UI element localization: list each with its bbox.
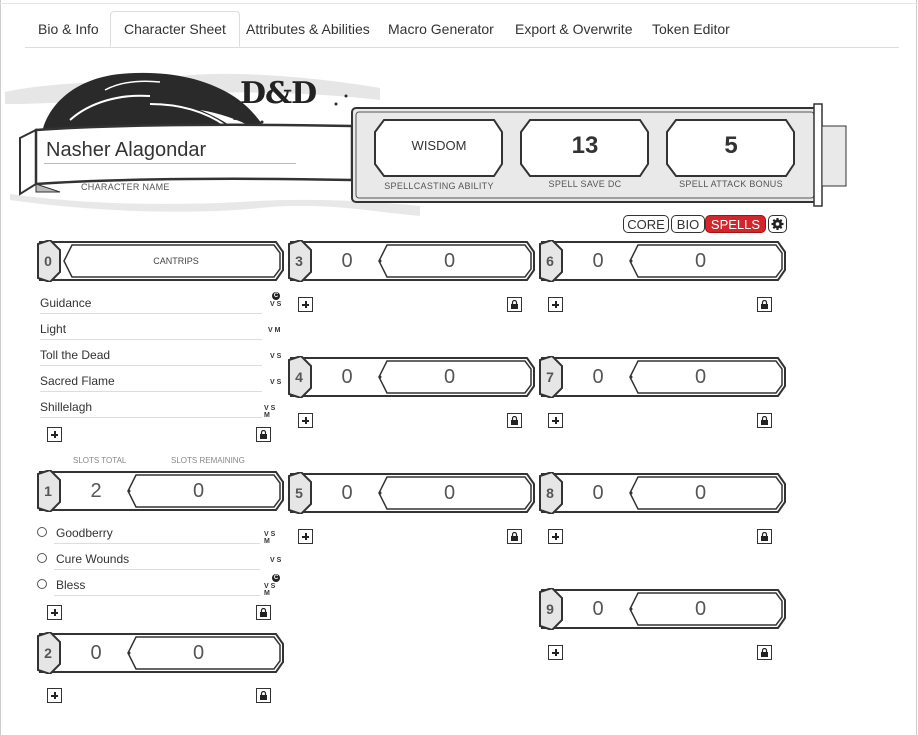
spell-underline xyxy=(40,417,262,418)
lock-icon xyxy=(760,532,769,541)
tab-character-sheet[interactable]: Character Sheet xyxy=(110,11,240,47)
spell-level-7-header xyxy=(538,356,788,398)
spell-name[interactable]: Guidance xyxy=(40,296,92,310)
slots-remaining-input[interactable]: 0 xyxy=(694,366,707,388)
lock-button[interactable] xyxy=(757,413,772,428)
level-number: 7 xyxy=(546,369,554,385)
lock-icon xyxy=(259,608,268,617)
spell-name[interactable]: Sacred Flame xyxy=(40,374,115,388)
add-spell-button[interactable] xyxy=(47,605,62,620)
level-number: 9 xyxy=(546,601,554,617)
tab-export-overwrite[interactable]: Export & Overwrite xyxy=(515,21,633,37)
level-bar-outline xyxy=(128,652,131,655)
spell-name[interactable]: Bless xyxy=(56,578,86,592)
slots-total-input[interactable]: 0 xyxy=(341,250,353,272)
character-name-input[interactable]: Nasher Alagondar xyxy=(46,139,207,161)
gear-icon xyxy=(769,216,786,232)
lock-icon xyxy=(259,691,268,700)
lock-icon xyxy=(760,648,769,657)
spell-underline xyxy=(40,391,262,392)
level-number: 1 xyxy=(44,483,52,499)
lock-button[interactable] xyxy=(757,645,772,660)
spell-name[interactable]: Toll the Dead xyxy=(40,348,111,362)
level-number: 2 xyxy=(44,645,52,661)
prepared-radio[interactable] xyxy=(37,527,47,537)
slots-total-header: SLOTS TOTAL xyxy=(73,456,127,465)
bio-toggle-button[interactable]: BIO xyxy=(671,215,705,233)
tab-attributes-abilities[interactable]: Attributes & Abilities xyxy=(246,21,370,37)
level-number: 0 xyxy=(44,253,52,269)
spell-row[interactable] xyxy=(40,374,282,394)
slots-total-input[interactable]: 0 xyxy=(592,482,604,504)
spell-components: V S xyxy=(270,353,282,360)
level-number: 4 xyxy=(295,369,303,385)
lock-icon xyxy=(510,300,519,309)
core-toggle-button[interactable]: CORE xyxy=(623,215,669,233)
lock-button[interactable] xyxy=(507,413,522,428)
tab-macro-generator[interactable]: Macro Generator xyxy=(388,21,494,37)
level-number: 3 xyxy=(295,253,303,269)
add-spell-button[interactable] xyxy=(47,427,62,442)
level-bar-outline xyxy=(379,376,382,379)
concentration-icon: C xyxy=(273,293,279,299)
dnd-logo: D&D xyxy=(240,76,317,111)
prepared-radio[interactable] xyxy=(37,553,47,563)
slots-remaining-header: SLOTS REMAINING xyxy=(171,456,245,465)
slots-total-input[interactable]: 0 xyxy=(341,366,353,388)
spell-components: V S xyxy=(270,557,282,564)
spell-attack-bonus-label: SPELL ATTACK BONUS xyxy=(679,179,783,189)
spell-save-dc-label: SPELL SAVE DC xyxy=(548,179,622,189)
spell-save-dc-value[interactable]: 13 xyxy=(571,132,599,159)
level-number: 6 xyxy=(546,253,554,269)
spell-underline xyxy=(40,313,262,314)
slots-total-input[interactable]: 0 xyxy=(592,366,604,388)
slots-total-input[interactable]: 0 xyxy=(341,482,353,504)
spell-underline xyxy=(40,365,262,366)
spells-toggle-button[interactable]: SPELLS xyxy=(705,215,766,233)
spell-underline xyxy=(54,569,260,570)
tab-token-editor[interactable]: Token Editor xyxy=(652,21,730,37)
slots-total-input[interactable]: 0 xyxy=(90,642,102,664)
slots-remaining-input[interactable]: 0 xyxy=(694,250,707,272)
spell-level-2-header xyxy=(36,632,286,674)
add-spell-button[interactable] xyxy=(548,413,563,428)
tab-bio-info[interactable]: Bio & Info xyxy=(38,21,99,37)
prepared-radio[interactable] xyxy=(37,579,47,589)
concentration-icon: C xyxy=(273,575,279,581)
lock-icon xyxy=(259,430,268,439)
add-spell-button[interactable] xyxy=(298,297,313,312)
spell-level-3-header xyxy=(287,240,537,282)
cantrips-label: CANTRIPS xyxy=(153,256,199,266)
level-bar-outline xyxy=(379,260,382,263)
add-spell-button[interactable] xyxy=(298,529,313,544)
spell-components: V S xyxy=(270,301,282,308)
slots-remaining-input[interactable]: 0 xyxy=(443,250,456,272)
spell-components: V S M xyxy=(264,405,276,419)
add-spell-button[interactable] xyxy=(548,645,563,660)
tab-bar xyxy=(25,12,899,48)
spell-name[interactable]: Cure Wounds xyxy=(56,552,130,566)
lock-button[interactable] xyxy=(256,605,271,620)
settings-button[interactable] xyxy=(768,215,787,233)
spell-components: V S M xyxy=(264,583,276,597)
spell-row[interactable] xyxy=(40,293,282,316)
level-number: 8 xyxy=(546,485,554,501)
lock-icon xyxy=(760,416,769,425)
lock-icon xyxy=(510,416,519,425)
level-bar-outline xyxy=(630,608,633,611)
slots-remaining-input[interactable]: 0 xyxy=(443,366,456,388)
spell-level-1-header xyxy=(36,470,286,512)
spell-name[interactable]: Light xyxy=(40,322,67,336)
cantrips-header xyxy=(36,240,286,282)
spell-components: V S M xyxy=(264,531,276,545)
spell-underline xyxy=(54,595,260,596)
slots-total-input[interactable]: 2 xyxy=(90,480,102,502)
level-bar-outline xyxy=(630,492,633,495)
spell-row[interactable] xyxy=(36,575,282,598)
level-bar-outline xyxy=(630,376,633,379)
slots-remaining-input[interactable]: 0 xyxy=(192,642,205,664)
lock-button[interactable] xyxy=(256,427,271,442)
slots-total-input[interactable]: 0 xyxy=(592,598,604,620)
spell-level-9-header xyxy=(538,588,788,630)
add-spell-button[interactable] xyxy=(548,529,563,544)
spell-row[interactable] xyxy=(40,400,282,420)
spell-underline xyxy=(40,339,262,340)
lock-button[interactable] xyxy=(507,297,522,312)
lock-icon xyxy=(510,532,519,541)
slots-total-input[interactable]: 0 xyxy=(592,250,604,272)
level-number: 5 xyxy=(295,485,303,501)
spell-row[interactable] xyxy=(40,322,282,342)
lock-icon xyxy=(760,300,769,309)
spell-row[interactable] xyxy=(40,348,282,368)
slots-remaining-input[interactable]: 0 xyxy=(694,598,707,620)
slots-remaining-input[interactable]: 0 xyxy=(192,480,205,502)
add-spell-button[interactable] xyxy=(298,413,313,428)
lock-button[interactable] xyxy=(507,529,522,544)
lock-button[interactable] xyxy=(256,688,271,703)
spell-save-dc-box xyxy=(522,120,648,176)
spellcasting-ability-value[interactable]: WISDOM xyxy=(411,138,467,153)
top-divider xyxy=(0,3,918,4)
slots-remaining-input[interactable]: 0 xyxy=(443,482,456,504)
spell-attack-bonus-box xyxy=(668,120,794,176)
level-bar-outline xyxy=(379,492,382,495)
spell-name[interactable]: Goodberry xyxy=(56,526,113,540)
spell-level-5-header xyxy=(287,472,537,514)
character-name-underline xyxy=(44,163,296,164)
spell-underline xyxy=(54,543,260,544)
lock-button[interactable] xyxy=(757,529,772,544)
level-bar-outline xyxy=(128,490,131,493)
spellcasting-ability-box xyxy=(376,120,502,176)
spell-row[interactable] xyxy=(36,552,282,572)
spellcasting-ability-label: SPELLCASTING ABILITY xyxy=(384,181,494,191)
spell-components: V M xyxy=(268,327,281,334)
spell-level-6-header xyxy=(538,240,788,282)
spell-row[interactable] xyxy=(36,526,282,546)
add-spell-button[interactable] xyxy=(47,688,62,703)
spell-components: V S xyxy=(270,379,282,386)
slots-remaining-input[interactable]: 0 xyxy=(694,482,707,504)
spell-attack-bonus-value[interactable]: 5 xyxy=(724,132,738,159)
character-name-label: CHARACTER NAME xyxy=(81,182,170,192)
lock-button[interactable] xyxy=(757,297,772,312)
spell-level-8-header xyxy=(538,472,788,514)
add-spell-button[interactable] xyxy=(548,297,563,312)
level-bar-outline xyxy=(630,260,633,263)
spell-level-4-header xyxy=(287,356,537,398)
spell-name[interactable]: Shillelagh xyxy=(40,400,93,414)
